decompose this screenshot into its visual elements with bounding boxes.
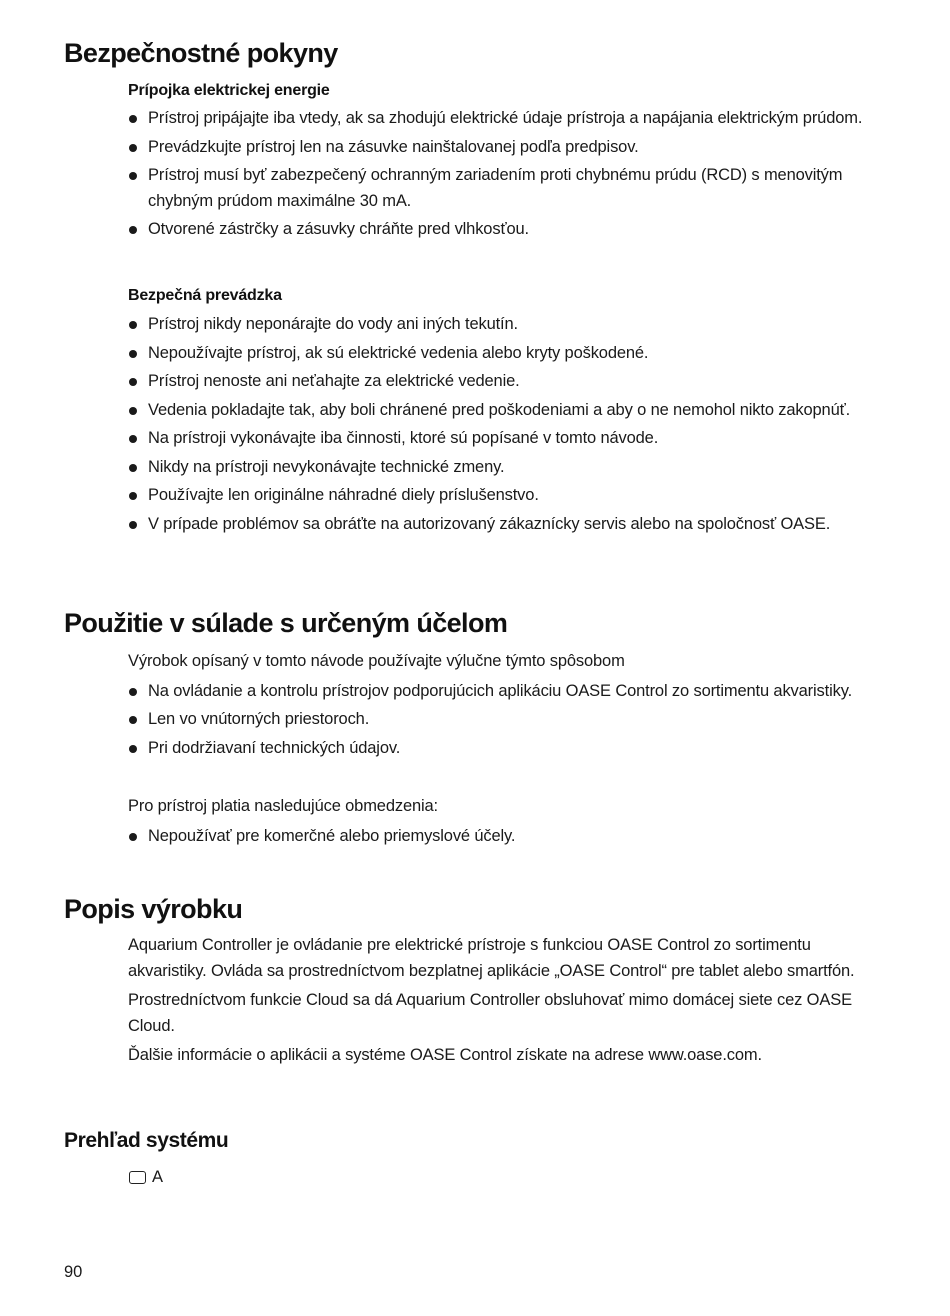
section-title-overview: Prehľad systému bbox=[64, 1129, 229, 1152]
figure-reference bbox=[129, 1166, 163, 1188]
section-title-description: Popis výrobku bbox=[64, 894, 243, 924]
description-block bbox=[128, 933, 876, 1073]
figure-label: A bbox=[152, 1168, 164, 1186]
list-item: Na prístroji vykonávajte iba činnosti, ktoré sú popísané v tomto návode. bbox=[128, 426, 876, 452]
power-list bbox=[128, 106, 876, 243]
operation-list-block bbox=[128, 312, 876, 540]
description-paragraph: Ďalšie informácie o aplikácii a systéme OASE Control získate na adrese www.oase.com. bbox=[128, 1046, 762, 1064]
list-item: Nepoužívajte prístroj, ak sú elektrické vedenia alebo kryty poškodené. bbox=[128, 341, 876, 367]
page-number: 90 bbox=[64, 1263, 83, 1281]
operation-list bbox=[128, 312, 876, 537]
subsection-title-power: Prípojka elektrickej energie bbox=[128, 82, 330, 99]
description-paragraph: Prostredníctvom funkcie Cloud sa dá Aquarium Controller obsluhovať mimo domácej siete cez OASE Cloud. bbox=[128, 991, 852, 1035]
book-icon bbox=[129, 1171, 146, 1184]
list-item: Prístroj nenoste ani neťahajte za elektrické vedenie. bbox=[128, 369, 876, 395]
list-item: V prípade problémov sa obráťte na autorizovaný zákaznícky servis alebo na spoločnosť OASE. bbox=[128, 512, 876, 538]
list-item: Pri dodržiavaní technických údajov. bbox=[128, 736, 876, 762]
list-item: Prístroj musí byť zabezpečený ochranným zariadením proti chybnému prúdu (RCD) s menovitým chybným prúdom maximálne 30 mA. bbox=[128, 163, 876, 214]
list-item: Prístroj pripájajte iba vtedy, ak sa zhodujú elektrické údaje prístroja a napájania elektrickým prúdom. bbox=[128, 106, 876, 132]
limits-intro: Pro prístroj platia nasledujúce obmedzenia: bbox=[128, 797, 438, 815]
use-intro: Výrobok opísaný v tomto návode používajte výlučne týmto spôsobom bbox=[128, 652, 625, 670]
list-item: Nikdy na prístroji nevykonávajte technické zmeny. bbox=[128, 455, 876, 481]
use-list bbox=[128, 679, 876, 762]
limits-block bbox=[128, 794, 876, 852]
list-item: Nepoužívať pre komerčné alebo priemyslové účely. bbox=[128, 824, 876, 850]
list-item: Na ovládanie a kontrolu prístrojov podporujúcich aplikáciu OASE Control zo sortimentu akvaristiky. bbox=[128, 679, 876, 705]
subsection-title-operation: Bezpečná prevádzka bbox=[128, 287, 282, 304]
section-title-safety: Bezpečnostné pokyny bbox=[64, 38, 338, 68]
use-block bbox=[128, 649, 876, 764]
list-item: Vedenia pokladajte tak, aby boli chránené pred poškodeniami a aby o ne nemohol nikto zakopnúť. bbox=[128, 398, 876, 424]
list-item: Otvorené zástrčky a zásuvky chráňte pred vlhkosťou. bbox=[128, 217, 876, 243]
list-item: Používajte len originálne náhradné diely príslušenstvo. bbox=[128, 483, 876, 509]
section-title-use: Použitie v súlade s určeným účelom bbox=[64, 608, 508, 638]
list-item: Len vo vnútorných priestoroch. bbox=[128, 707, 876, 733]
description-paragraph: Aquarium Controller je ovládanie pre elektrické prístroje s funkciou OASE Control zo sortimentu akvaristiky. Ovláda sa prostredníctvom bezplatnej aplikácie „OASE Control“ pre tablet alebo smartfón. bbox=[128, 936, 855, 980]
list-item: Prevádzkujte prístroj len na zásuvke nainštalovanej podľa predpisov. bbox=[128, 135, 876, 161]
power-list-block bbox=[128, 106, 876, 246]
list-item: Prístroj nikdy neponárajte do vody ani iných tekutín. bbox=[128, 312, 876, 338]
limits-list bbox=[128, 824, 876, 850]
